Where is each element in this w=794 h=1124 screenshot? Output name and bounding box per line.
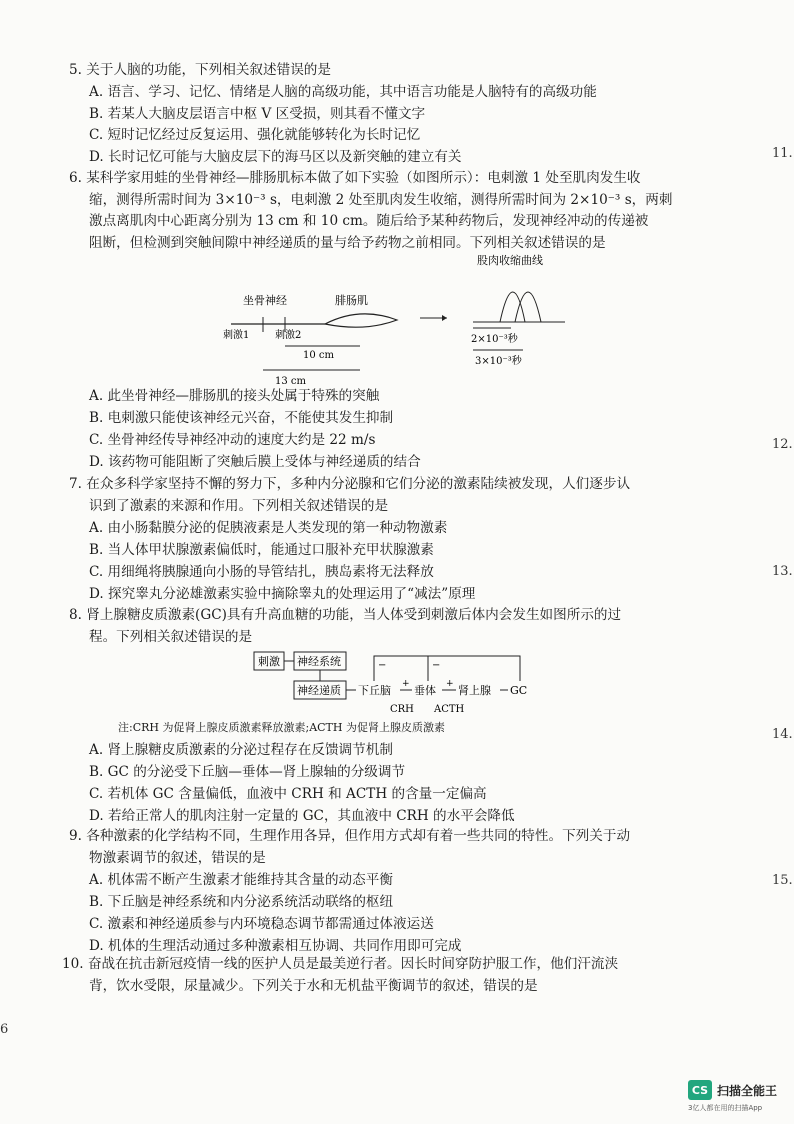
pit-label: 垂体 [414,684,436,697]
q9-option-c: C. 激素和神经递质参与内环境稳态调节都需通过体液运送 [89,916,434,932]
minus-2: − [432,660,441,671]
q6-figure [215,252,575,394]
margin-number-14: 14. [772,727,793,742]
margin-number-11: 11. [772,146,793,161]
crh-label: CRH [390,704,414,715]
t3-label: 3×10⁻³秒 [475,356,522,367]
q5-stem: 5. 关于人脑的功能，下列相关叙述错误的是 [69,62,331,78]
q7-option-b: B. 当人体甲状腺激素偏低时，能通过口服补充甲状腺激素 [89,542,434,558]
plus-2: + [446,679,454,689]
muscle-shape [325,314,397,327]
dist13-label: 13 cm [275,376,306,387]
q6-option-d: D. 该药物可能阻断了突触后膜上受体与神经递质的结合 [89,454,421,470]
ns-box-label: 神经系统 [297,655,341,668]
dist10-label: 10 cm [303,350,334,361]
stim-box-label: 刺激 [258,655,280,668]
stim2-label: 刺激2 [275,330,302,341]
adr-label: 肾上腺 [458,684,491,697]
q8-note: 注:CRH 为促肾上腺皮质激素释放激素;ACTH 为促肾上腺皮质激素 [118,721,445,734]
arrow-head [442,315,447,321]
curve-title: 股肉收缩曲线 [477,254,543,267]
t2-label: 2×10⁻³秒 [471,334,518,345]
q6-stem-1: 6. 某科学家用蛙的坐骨神经—腓肠肌标本做了如下实验（如图所示）：电刺激 1 处至肌肉发生收 [69,170,641,186]
q5-option-a: A. 语言、学习、记忆、情绪是人脑的高级功能，其中语言功能是人脑特有的高级功能 [89,84,597,100]
margin-number-15: 15. [772,873,793,888]
margin-number-13: 13. [772,564,793,579]
margin-number-12: 12. [772,437,793,452]
scanner-tagline: 3亿人都在用的扫描App [688,1104,763,1112]
curve-2 [515,292,541,322]
cs-logo-icon: CS [688,1080,712,1100]
curve-1 [500,292,525,322]
q8-option-d: D. 若给正常人的肌肉注射一定量的 GC，其血液中 CRH 的水平会降低 [89,808,515,824]
plus-1: + [402,679,410,689]
q6-option-a: A. 此坐骨神经—腓肠肌的接头处属于特殊的突触 [89,388,380,404]
q8-option-a: A. 肾上腺糖皮质激素的分泌过程存在反馈调节机制 [89,742,393,758]
nt-box-label: 神经递质 [297,684,341,697]
nerve-label: 坐骨神经 [243,294,287,307]
q9-option-a: A. 机体需不断产生激素才能维持其含量的动态平衡 [89,872,393,888]
q9-option-d: D. 机体的生理活动通过多种激素相互协调、共同作用即可完成 [89,938,462,954]
q6-stem-4: 阻断，但检测到突触间隙中神经递质的量与给予药物之前相同。下列相关叙述错误的是 [89,235,606,251]
muscle-label: 腓肠肌 [335,294,368,307]
q5-option-c: C. 短时记忆经过反复运用、强化就能够转化为长时记忆 [89,127,421,143]
q7-stem-2: 识到了激素的来源和作用。下列相关叙述错误的是 [89,498,389,514]
q7-option-d: D. 探究睾丸分泌雄激素实验中摘除睾丸的处理运用了“减法”原理 [89,586,476,602]
q7-option-a: A. 由小肠黏膜分泌的促胰液素是人类发现的第一种动物激素 [89,520,448,536]
q6-stem-3: 激点离肌肉中心距离分别为 13 cm 和 10 cm。随后给予某种药物后，发现神经冲动的传递被 [89,213,649,229]
q9-option-b: B. 下丘脑是神经系统和内分泌系统活动联络的枢纽 [89,894,394,910]
q7-option-c: C. 用细绳将胰腺通向小肠的导管结扎，胰岛素将无法释放 [89,564,434,580]
q8-stem-2: 程。下列相关叙述错误的是 [89,629,253,645]
q8-figure [250,648,550,716]
q7-stem-1: 7. 在众多科学家坚持不懈的努力下，多种内分泌腺和它们分泌的激素陆续被发现，人们逐步认 [69,476,631,492]
q10-stem-2: 背，饮水受限，尿量减少。下列关于水和无机盐平衡调节的叙述，错误的是 [89,978,538,994]
acth-label: ACTH [434,704,465,715]
scanner-name: 扫描全能王 [717,1083,778,1098]
minus-1: − [378,660,387,671]
gc-label: GC [510,684,528,697]
hyp-label: 下丘脑 [358,684,391,697]
scanner-logo [688,1080,777,1100]
q6-option-b: B. 电刺激只能使该神经元兴奋，不能使其发生抑制 [89,410,394,426]
q10-stem-1: 10. 奋战在抗击新冠疫情一线的医护人员是最美逆行者。因长时间穿防护服工作，他们汗流浃 [62,956,619,972]
q9-stem-2: 物激素调节的叙述，错误的是 [89,850,266,866]
q8-option-c: C. 若机体 GC 含量偏低，血液中 CRH 和 ACTH 的含量一定偏高 [89,786,487,802]
q6-stem-2: 缩，测得所需时间为 3×10⁻³ s，电刺激 2 处至肌肉发生收缩，测得所需时间为 2×10⁻³ s，两刺 [89,192,673,208]
stim1-label: 刺激1 [223,330,250,341]
page-number: 6 [0,1022,9,1037]
q8-option-b: B. GC 的分泌受下丘脑—垂体—肾上腺轴的分级调节 [89,764,406,780]
q5-option-b: B. 若某人大脑皮层语言中枢 V 区受损，则其看不懂文字 [89,106,426,122]
q5-option-d: D. 长时记忆可能与大脑皮层下的海马区以及新突触的建立有关 [89,149,462,165]
q6-option-c: C. 坐骨神经传导神经冲动的速度大约是 22 m/s [89,432,376,448]
q8-stem-1: 8. 肾上腺糖皮质激素(GC)具有升高血糖的功能，当人体受到刺激后体内会发生如图所示的过 [69,607,622,623]
q9-stem-1: 9. 各种激素的化学结构不同，生理作用各异，但作用方式却有着一些共同的特性。下列关于动 [69,828,631,844]
